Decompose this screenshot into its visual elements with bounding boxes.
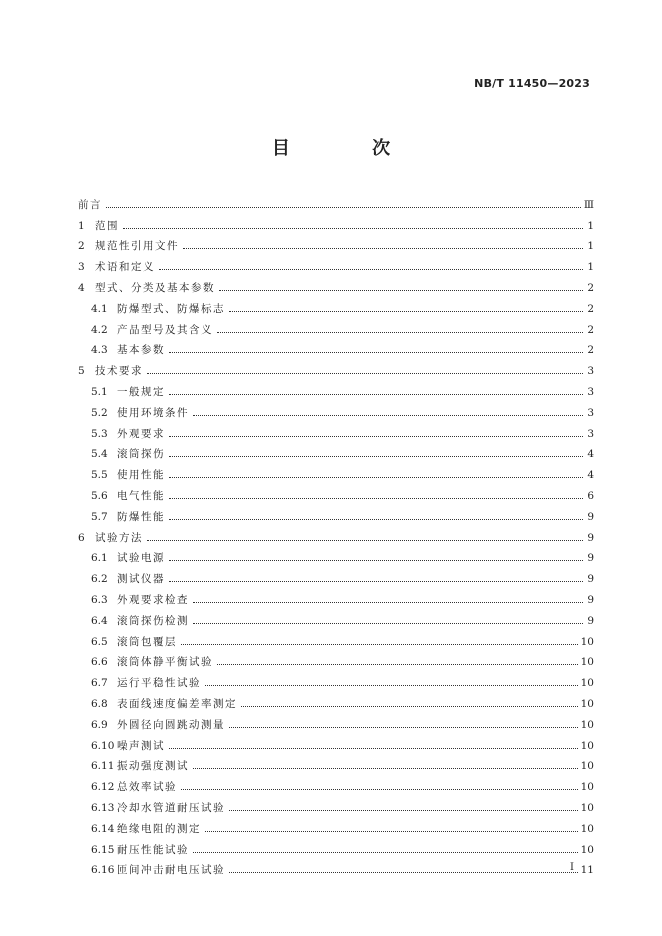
toc-entry[interactable] — [78, 419, 594, 440]
toc-entry-number: 6.3 — [91, 593, 108, 606]
toc-entry-page: 1 — [587, 240, 594, 253]
dot-leader — [183, 248, 583, 249]
toc-entry[interactable] — [78, 356, 594, 377]
toc-entry-number: 6.10 — [91, 739, 115, 752]
toc-entry-number: 6 — [78, 531, 85, 544]
dot-leader — [205, 685, 578, 686]
dot-leader — [205, 831, 578, 832]
toc-entry-page: 10 — [580, 739, 594, 752]
dot-leader — [159, 269, 583, 270]
dot-leader — [169, 456, 583, 457]
dot-leader — [193, 768, 578, 769]
toc-entry[interactable] — [78, 627, 594, 648]
toc-entry-page: 10 — [580, 656, 594, 669]
toc-entry-label: 总效率试验 — [117, 781, 177, 794]
toc-entry-label: 滚筒包覆层 — [117, 635, 177, 648]
toc-entry-number: 6.16 — [91, 864, 115, 877]
toc-entry[interactable] — [78, 544, 594, 565]
dot-leader — [219, 290, 583, 291]
toc-entry-label: 绝缘电阻的测定 — [117, 822, 201, 835]
toc-entry[interactable] — [78, 689, 594, 710]
toc-entry-number: 5.6 — [91, 489, 108, 502]
toc-entry-page: 2 — [587, 302, 594, 315]
toc-entry-page: 9 — [587, 593, 594, 606]
toc-entry[interactable] — [78, 440, 594, 461]
toc-entry-label: 使用环境条件 — [117, 406, 189, 419]
toc-entry-page: 10 — [580, 822, 594, 835]
toc-entry-label: 外观要求 — [117, 427, 165, 440]
toc-entry-number: 6.7 — [91, 677, 108, 690]
toc-entry[interactable] — [78, 336, 594, 357]
dot-leader — [193, 602, 583, 603]
toc-entry-page: 10 — [580, 843, 594, 856]
toc-entry-label: 使用性能 — [117, 469, 165, 482]
dot-leader — [229, 311, 583, 312]
toc-entry-page: 3 — [587, 365, 594, 378]
toc-entry[interactable] — [78, 668, 594, 689]
toc-entry-number: 6.5 — [91, 635, 108, 648]
toc-entry[interactable] — [78, 585, 594, 606]
toc-entry[interactable] — [78, 648, 594, 669]
toc-entry-number: 1 — [78, 219, 85, 232]
toc-entry-number: 4.1 — [91, 302, 108, 315]
toc-entry-number: 4.2 — [91, 323, 108, 336]
toc-entry-label: 产品型号及其含义 — [117, 323, 213, 336]
toc-entry-number: 2 — [78, 240, 85, 253]
toc-entry-label: 试验方法 — [95, 531, 143, 544]
toc-entry-label: 防爆性能 — [117, 510, 165, 523]
toc-entry-label: 耐压性能试验 — [117, 843, 189, 856]
toc-entry[interactable] — [78, 772, 594, 793]
dot-leader — [229, 810, 578, 811]
toc-entry[interactable] — [78, 252, 594, 273]
toc-entry-label: 电气性能 — [117, 489, 165, 502]
toc-entry[interactable] — [78, 731, 594, 752]
toc-entry-page: Ⅲ — [583, 198, 594, 211]
toc-entry-number: 4 — [78, 281, 85, 294]
dot-leader — [193, 623, 583, 624]
dot-leader — [193, 415, 583, 416]
toc-entry-number: 6.11 — [91, 760, 115, 773]
dot-leader — [241, 706, 578, 707]
toc-entry[interactable] — [78, 294, 594, 315]
toc-entry-number: 6.15 — [91, 843, 115, 856]
dot-leader — [147, 540, 583, 541]
toc-entry-number: 6.9 — [91, 718, 108, 731]
toc-entry-number: 5.5 — [91, 469, 108, 482]
dot-leader — [147, 373, 583, 374]
toc-entry[interactable] — [78, 523, 594, 544]
toc-entry-number: 5.2 — [91, 406, 108, 419]
toc-entry-label: 试验电源 — [117, 552, 165, 565]
toc-entry-label: 技术要求 — [95, 365, 143, 378]
toc-entry-page: 3 — [587, 406, 594, 419]
toc-entry-page: 9 — [587, 573, 594, 586]
table-of-contents — [78, 190, 594, 876]
toc-entry[interactable] — [78, 710, 594, 731]
toc-entry-page: 4 — [587, 469, 594, 482]
toc-entry-page: 10 — [580, 718, 594, 731]
toc-entry-page: 3 — [587, 427, 594, 440]
toc-entry-page: 2 — [587, 281, 594, 294]
toc-entry-label: 运行平稳性试验 — [117, 677, 201, 690]
toc-entry[interactable] — [78, 606, 594, 627]
toc-entry[interactable] — [78, 232, 594, 253]
toc-entry-page: 9 — [587, 614, 594, 627]
toc-entry-label: 范围 — [95, 219, 119, 232]
toc-entry-number: 3 — [78, 261, 85, 274]
toc-entry-number: 4.3 — [91, 344, 108, 357]
dot-leader — [169, 352, 583, 353]
toc-entry-page: 9 — [587, 510, 594, 523]
toc-entry-label: 外观要求检查 — [117, 593, 189, 606]
toc-entry-number: 5.7 — [91, 510, 108, 523]
page-number: I — [570, 862, 574, 873]
dot-leader — [106, 207, 581, 208]
toc-entry-page: 1 — [587, 219, 594, 232]
toc-entry-label: 规范性引用文件 — [95, 240, 179, 253]
toc-entry-page: 10 — [580, 697, 594, 710]
toc-entry[interactable] — [78, 481, 594, 502]
toc-entry-page: 10 — [580, 677, 594, 690]
toc-entry-number: 6.1 — [91, 552, 108, 565]
toc-entry-number: 6.12 — [91, 781, 115, 794]
toc-entry-label: 匝间冲击耐电压试验 — [117, 864, 225, 877]
toc-entry-page: 10 — [580, 760, 594, 773]
toc-entry[interactable] — [78, 273, 594, 294]
dot-leader — [229, 872, 578, 873]
dot-leader — [169, 498, 583, 499]
dot-leader — [169, 519, 583, 520]
toc-entry-page: 3 — [587, 385, 594, 398]
dot-leader — [169, 477, 583, 478]
toc-entry[interactable] — [78, 502, 594, 523]
dot-leader — [217, 664, 578, 665]
toc-entry[interactable] — [78, 315, 594, 336]
dot-leader — [181, 789, 578, 790]
toc-entry[interactable] — [78, 398, 594, 419]
toc-entry-number: 6.6 — [91, 656, 108, 669]
toc-entry-page: 11 — [580, 864, 594, 877]
toc-entry[interactable] — [78, 835, 594, 856]
toc-entry-page: 10 — [580, 635, 594, 648]
toc-entry-page: 1 — [587, 261, 594, 274]
toc-entry-label: 滚筒探伤 — [117, 448, 165, 461]
toc-entry-label: 术语和定义 — [95, 261, 155, 274]
toc-entry-page: 4 — [587, 448, 594, 461]
toc-entry-label: 噪声测试 — [117, 739, 165, 752]
toc-entry-page: 9 — [587, 552, 594, 565]
toc-entry[interactable] — [78, 814, 594, 835]
toc-entry-label: 表面线速度偏差率测定 — [117, 697, 237, 710]
toc-entry-number: 6.4 — [91, 614, 108, 627]
toc-entry[interactable] — [78, 190, 594, 211]
toc-entry-label: 冷却水管道耐压试验 — [117, 801, 225, 814]
toc-entry-page: 6 — [587, 489, 594, 502]
toc-entry[interactable] — [78, 377, 594, 398]
toc-entry-label: 测试仪器 — [117, 573, 165, 586]
dot-leader — [169, 748, 578, 749]
toc-entry-label: 前言 — [78, 198, 102, 211]
toc-entry[interactable] — [78, 211, 594, 232]
toc-entry[interactable] — [78, 752, 594, 773]
toc-entry[interactable] — [78, 856, 594, 877]
page-title: 目 次 — [271, 138, 429, 159]
toc-entry-number: 5.4 — [91, 448, 108, 461]
dot-leader — [229, 727, 578, 728]
toc-entry-label: 外圆径向圆跳动测量 — [117, 718, 225, 731]
toc-entry-label: 基本参数 — [117, 344, 165, 357]
toc-entry-label: 振动强度测试 — [117, 760, 189, 773]
toc-entry-page: 2 — [587, 344, 594, 357]
toc-entry[interactable] — [78, 793, 594, 814]
toc-entry-label: 滚筒探伤检测 — [117, 614, 189, 627]
dot-leader — [169, 581, 583, 582]
toc-entry-number: 5.3 — [91, 427, 108, 440]
toc-entry[interactable] — [78, 564, 594, 585]
toc-entry[interactable] — [78, 460, 594, 481]
toc-entry-label: 滚筒体静平衡试验 — [117, 656, 213, 669]
toc-entry-number: 5 — [78, 365, 85, 378]
toc-entry-page: 10 — [580, 801, 594, 814]
dot-leader — [169, 436, 583, 437]
toc-entry-number: 6.2 — [91, 573, 108, 586]
toc-entry-number: 6.8 — [91, 697, 108, 710]
toc-entry-label: 型式、分类及基本参数 — [95, 281, 215, 294]
toc-entry-label: 一般规定 — [117, 385, 165, 398]
dot-leader — [123, 228, 583, 229]
toc-entry-page: 10 — [580, 781, 594, 794]
toc-entry-number: 6.14 — [91, 822, 115, 835]
toc-entry-number: 5.1 — [91, 385, 108, 398]
dot-leader — [193, 852, 578, 853]
dot-leader — [217, 332, 583, 333]
dot-leader — [181, 644, 578, 645]
toc-entry-page: 9 — [587, 531, 594, 544]
toc-entry-page: 2 — [587, 323, 594, 336]
document-code: NB/T 11450—2023 — [474, 77, 590, 90]
dot-leader — [169, 560, 583, 561]
toc-entry-number: 6.13 — [91, 801, 115, 814]
toc-entry-label: 防爆型式、防爆标志 — [117, 302, 225, 315]
dot-leader — [169, 394, 583, 395]
